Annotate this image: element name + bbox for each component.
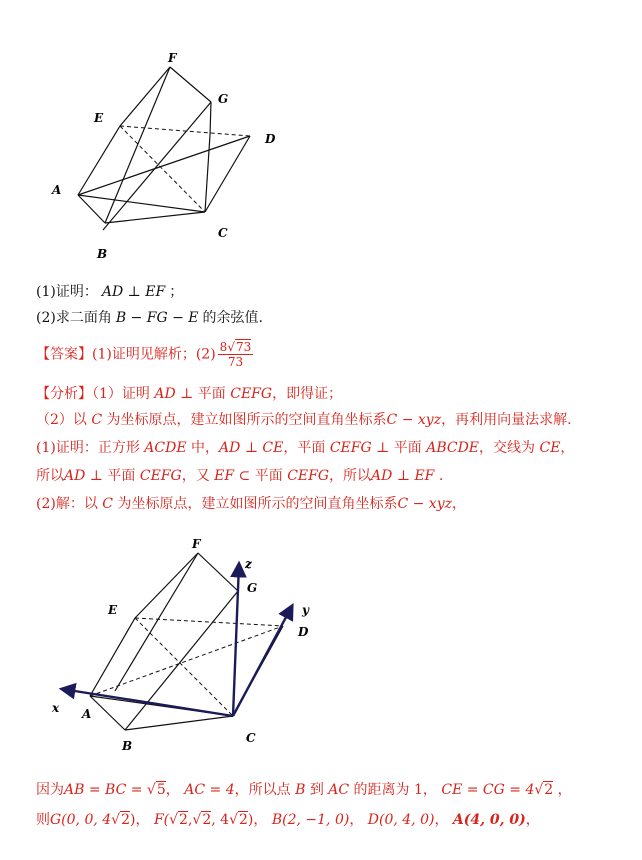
question-1: (1)证明： AD ⊥ EF ； <box>36 284 184 300</box>
label-F: F <box>192 537 201 551</box>
axis-label-x: x <box>52 701 60 715</box>
label-D: D <box>265 132 276 146</box>
axis-label-y: y <box>302 603 309 617</box>
label-E: E <box>94 111 104 125</box>
solution-2-line: (2)解：以 C 为坐标原点，建立如图所示的空间直角坐标系C − xyz， <box>36 496 466 512</box>
coordinates-line: 则G(0, 0, 4√2)， F(√2,√2, 4√2)， B(2, −1, 0)， D(0, 4, 0)， A(4, 0, 0)， <box>36 812 540 828</box>
analysis-line-1: 【分析】（1）证明 AD ⊥ 平面 CEFG，即得证； <box>36 386 343 402</box>
label-D: D <box>298 625 309 639</box>
analysis-tag: 【分析】 <box>36 386 92 402</box>
label-E: E <box>108 603 118 617</box>
label-C: C <box>246 731 256 745</box>
label-B: B <box>97 247 108 261</box>
question-2: (2)求二面角 B − FG − E 的余弦值. <box>36 310 263 326</box>
because-line: 因为AB = BC = √5， AC = 4，所以点 B 到 AC 的距离为 1， CE = CG = 4√2 ， <box>36 782 572 798</box>
analysis-line-2: （2）以 C 为坐标原点，建立如图所示的空间直角坐标系C − xyz，再利用向量法求解. <box>36 412 572 428</box>
answer-tag: 【答案】 <box>36 346 92 363</box>
answer-line: 【答案】(1)证明见解析；(2) $\frac{8√73}{73}$ <box>36 340 252 369</box>
label-B: B <box>122 739 133 753</box>
proof-1-line-2: 所以AD ⊥ 平面 CEFG，又 EF ⊂ 平面 CEFG，所以AD ⊥ EF . <box>36 468 444 484</box>
proof-1-line-1: (1)证明：正方形 ACDE 中，AD ⊥ CE，平面 CEFG ⊥ 平面 ABCDE，交线为 CE， <box>36 440 575 456</box>
figure-2 <box>40 528 340 764</box>
axis-label-z: z <box>245 557 252 571</box>
answer-fraction: $\frac{8√73}{73}$ <box>219 340 252 369</box>
label-G: G <box>247 581 258 595</box>
label-F: F <box>168 51 177 65</box>
label-A: A <box>82 707 92 721</box>
label-A: A <box>52 183 62 197</box>
figure-1 <box>40 40 300 270</box>
label-C: C <box>218 226 228 240</box>
label-G: G <box>218 92 229 106</box>
